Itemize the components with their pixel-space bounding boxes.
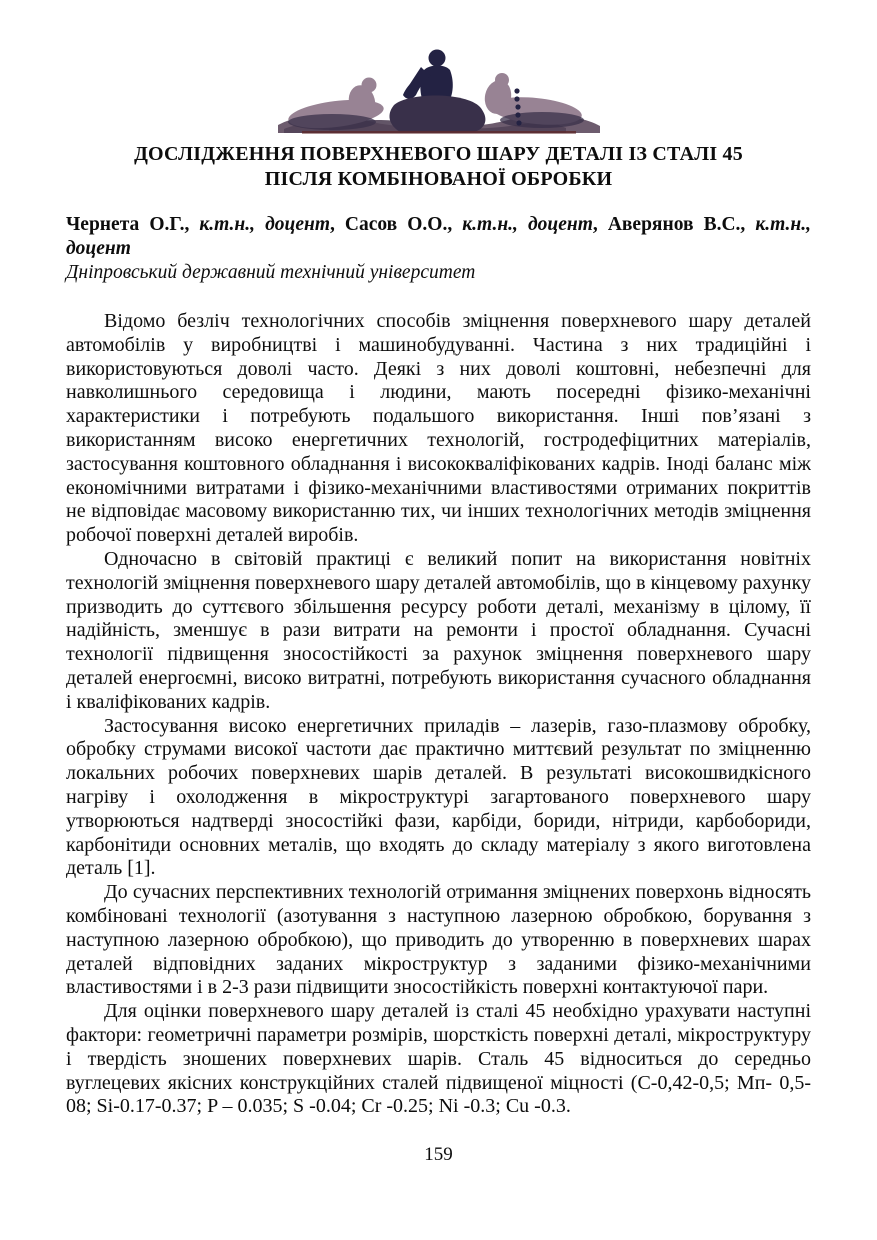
- author-degree: к.т.н., доцент: [199, 214, 330, 235]
- body-text: [66, 310, 811, 1119]
- page-title-line2: ПІСЛЯ КОМБІНОВАНОЇ ОБРОБКИ: [264, 168, 613, 190]
- paragraph-1: Відомо безліч технологічних способів зміцнення поверхневого шару деталей автомобілів у виробництві і машинобудуванні. Частина з них традиційні і використовуються доволі часто. Деякі з них доволі коштовні, небезпечні для навколишнього середовища і людини, мають посередні фізико-механічні характеристики і потребують подальшого використання. Інші пов’язані з використанням високо енергетичних технологій, гостродефіцитних матеріалів, застосування коштовного обладнання і висококваліфікованих кадрів. Іноді баланс між економічними витратами і фізико-механічними властивостями отриманих покриттів не відповідає масовому використанню тих, чи інших технологічних методів зміцнення робочої поверхні деталей виробів.: [66, 310, 811, 547]
- page-number: 159: [424, 1144, 453, 1166]
- paragraph-5: Для оцінки поверхневого шару деталей із сталі 45 необхідно урахувати наступні фактори: геометричні параметри розмірів, шорсткість поверхні деталі, мікроструктуру і твердість зношених поверхневих шарів. Сталь 45 відноситься до середньо вуглецевих якісних конструкційних сталей підвищеної міцності (С-0,42-0,5; Мп- 0,5-08; Si-0.17-0.37; P – 0.035; S -0.04; Cr -0.25; Ni -0.3; Cu -0.3.: [66, 1000, 811, 1118]
- sculpture-left-figure-shadow: [288, 114, 376, 130]
- author-name: Чернета О.Г.,: [66, 214, 200, 235]
- paragraph-3: Застосування високо енергетичних приладів – лазерів, газо-плазмову обробку, обробку струмами високої частоти дає практично миттєвий результат по зміцненню локальних робочих поверхневих шарів деталей. В результаті високошвидкісного нагріву і охолодження в мікроструктурі загартованого поверхневого шару утворюються надтверді зносостійкі фази, карбіди, бориди, нітриди, карбобориди, карбонітиди основних металів, що входять до складу матеріалу з якого виготовлена деталь [1].: [66, 714, 811, 880]
- sculpture-central-drapery: [389, 95, 485, 132]
- sculpture-group-illustration: [274, 45, 604, 135]
- paragraph-4: До сучасних перспективних технологій отримання зміцнених поверхонь відносять комбіновані технології (азотування з наступною лазерною обробкою, борування з наступною лазерною обробкою), що приводить до утворенню в поверхневих шарах деталей відповідних заданих мікроструктур з заданими фізико-механічними властивостями і в 2-3 рази підвищити зносостійкість поверхні контактуючої пари.: [66, 881, 811, 999]
- author-degree: к.т.н., доцент: [462, 214, 593, 235]
- paragraph-2: Одночасно в світовій практиці є великий попит на використання новітніх технологій зміцнення поверхневого шару деталей автомобілів, що в кінцевому рахунку призводить до суттєвого збільшення ресурсу роботи деталі, механізму в цілому, її надійність, зменшує в рази витрати на ремонти і простої обладнання. Сучасні технології підвищення зносостійкості за рахунок зміцнення поверхневого шару деталей енергоємні, високо витратні, потребують використання сучасного обладнання і кваліфікованих кадрів.: [66, 547, 811, 713]
- author-name: Аверянов В.С.,: [607, 214, 756, 235]
- page-title: [66, 142, 811, 192]
- sculpture-right-figure-shadow: [500, 112, 584, 128]
- authors-line: [66, 213, 811, 261]
- page-title-line1: ДОСЛІДЖЕННЯ ПОВЕРХНЕВОГО ШАРУ ДЕТАЛІ ІЗ СТАЛІ 45: [134, 143, 743, 165]
- affiliation: Дніпровський державний технічний університет: [66, 262, 476, 283]
- author-separator: ,: [592, 214, 608, 235]
- sculpture-base: [302, 131, 576, 134]
- author-separator: ,: [329, 214, 345, 235]
- author-degree: к.т.н., доцент: [66, 214, 811, 259]
- author-name: Сасов О.О.,: [344, 214, 463, 235]
- sculpture-image: [274, 45, 604, 135]
